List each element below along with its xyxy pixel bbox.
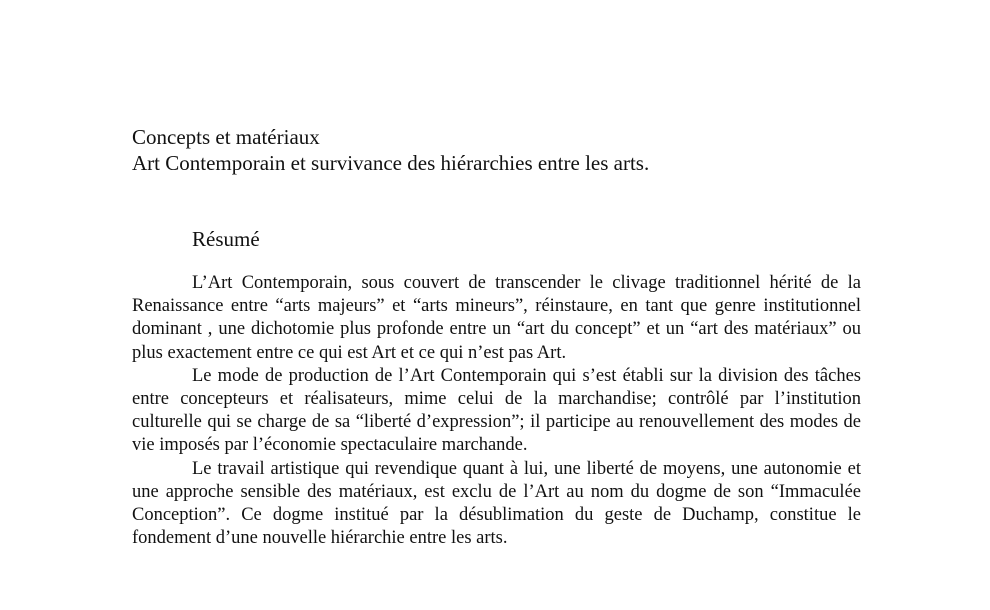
- abstract-body: [132, 272, 861, 550]
- title-block: [132, 124, 872, 176]
- title-line-2: Art Contemporain et survivance des hiérarchies entre les arts.: [132, 151, 650, 175]
- section-heading-resume: Résumé: [192, 227, 260, 251]
- title-line-1: Concepts et matériaux: [132, 125, 320, 149]
- paragraph-1: L’Art Contemporain, sous couvert de transcender le clivage traditionnel hérité de la Renaissance entre “arts majeurs” et “arts mineurs”, réinstaure, en tant que genre institutionnel dominant , une dichotomie plus profonde entre un “art du concept” et un “art des matériaux” ou plus exactement entre ce qui est Art et ce qui n’est pas Art.: [132, 273, 861, 363]
- paragraph-3: Le travail artistique qui revendique quant à lui, une liberté de moyens, une autonomie et une approche sensible des matériaux, est exclu de l’Art au nom du dogme de son “Immaculée Conception”. Ce dogme institué par la désublimation du geste de Duchamp, constitue le fondement d’une nouvelle hiérarchie entre les arts.: [132, 458, 861, 549]
- paragraph-2: Le mode de production de l’Art Contemporain qui s’est établi sur la division des tâches entre concepteurs et réalisateurs, mime celui de la marchandise; contrôlé par l’institution culturelle qui se charge de sa “liberté d’expression”; il participe au renouvellement des modes de vie imposés par l’économie spectaculaire marchande.: [132, 365, 861, 456]
